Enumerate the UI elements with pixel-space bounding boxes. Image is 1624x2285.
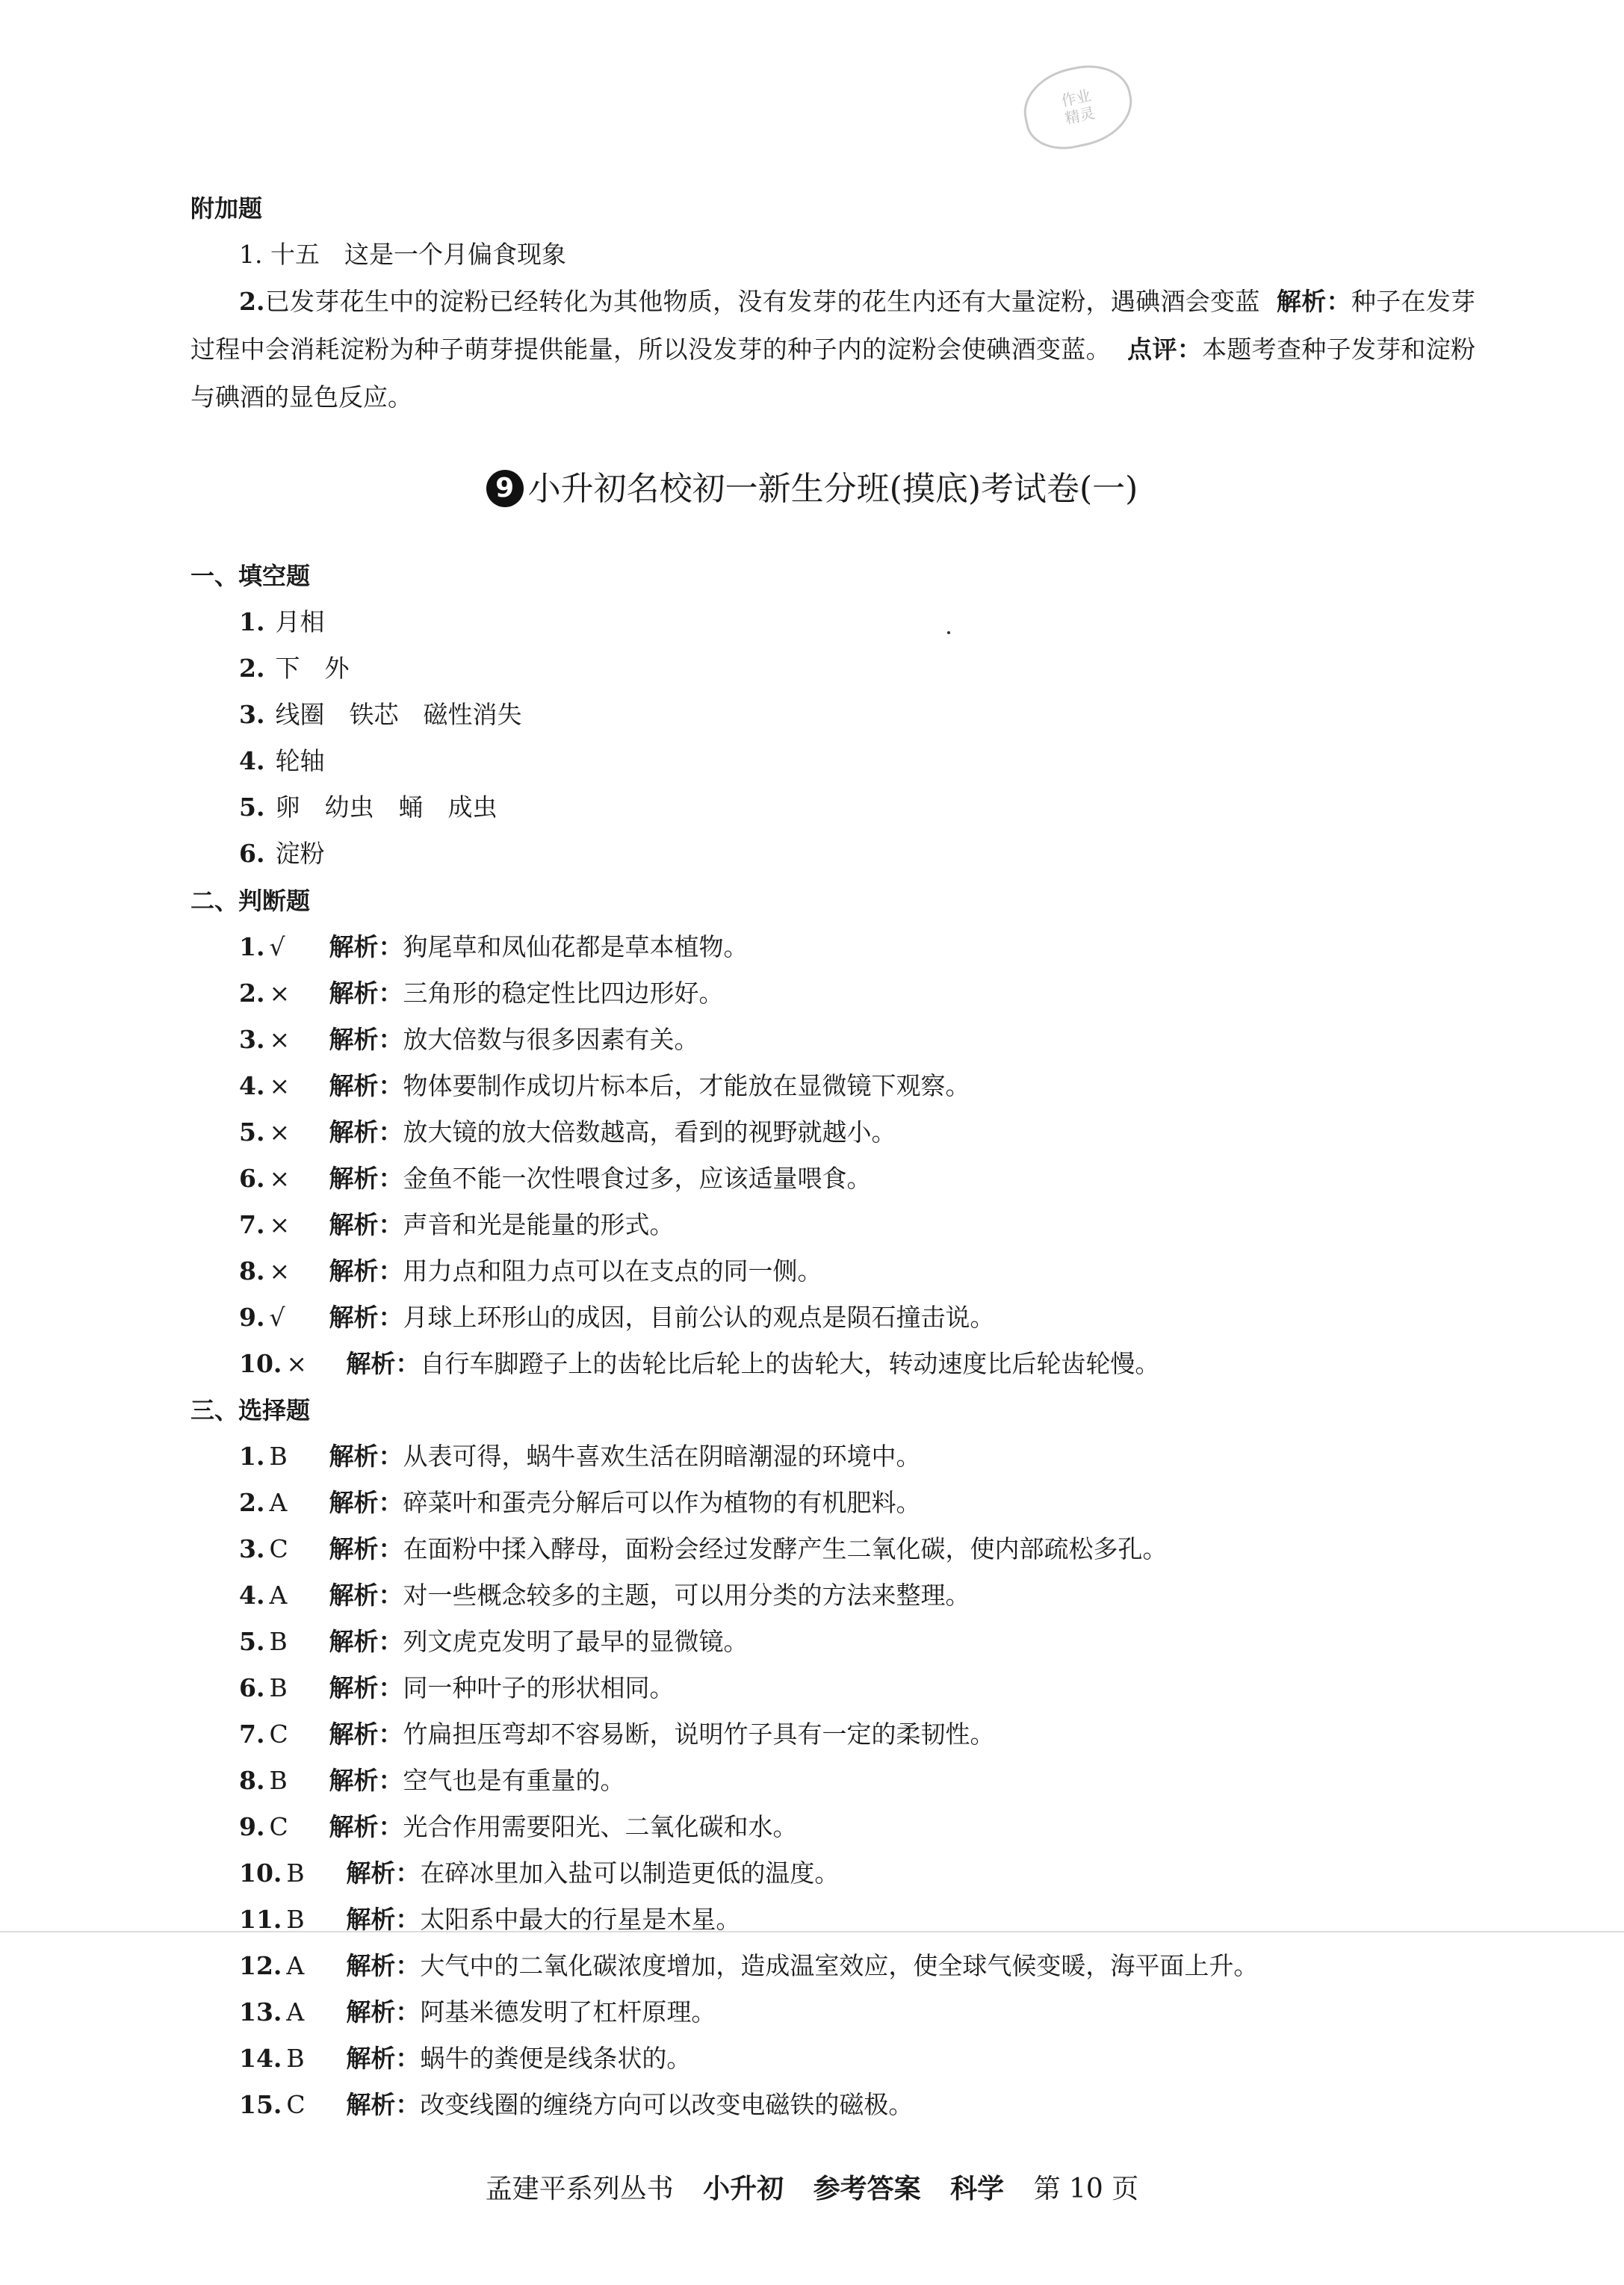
analysis-text: 三角形的稳定性比四边形好。 [403,979,724,1008]
analysis-text: 碎菜叶和蛋壳分解后可以作为植物的有机肥料。 [403,1488,921,1517]
judge-list [190,924,1475,1387]
item-number: 4. [239,1581,265,1610]
fill-list [190,599,1475,877]
item-number: 11. [239,1905,282,1934]
analysis-text: 自行车脚蹬子上的齿轮比后轮上的齿轮大，转动速度比后轮齿轮慢。 [420,1349,1160,1378]
item-number: 8. [239,1256,265,1286]
analysis-text: 竹扁担压弯却不容易断，说明竹子具有一定的柔韧性。 [403,1720,995,1749]
stamp-line-2: 精灵 [1063,103,1097,128]
extra-item-2 [190,278,1475,421]
item-answer: √ [269,932,285,961]
item-number: 1. [239,932,265,961]
fill-section [190,553,1475,877]
item-number: 3. [239,1025,265,1054]
choice-item [190,1989,1475,2036]
item-answer: A [286,1951,305,1980]
item-answer: × [269,1164,291,1193]
item-answer: 线圈 铁芯 磁性消失 [275,700,522,729]
choice-item [190,1480,1475,1526]
item-answer: A [269,1581,288,1610]
item-number: 2. [239,1488,265,1517]
item-number: 15. [239,2090,282,2119]
fill-heading: 一、填空题 [190,562,311,590]
judge-section [190,878,1475,1387]
choice-item [190,1897,1475,1943]
item-answer: × [269,1210,291,1239]
analysis-label: 解析： [329,1071,403,1100]
judge-item [190,1295,1475,1341]
item-number: 4. [239,1071,265,1100]
analysis-label: 解析： [329,1534,403,1563]
analysis-text: 物体要制作成切片标本后，才能放在显微镜下观察。 [403,1071,970,1100]
extra-item-2-num: 2. [239,287,265,316]
item-answer: × [269,979,291,1008]
choice-item [190,1526,1475,1572]
item-number: 1. [239,607,265,636]
page-footer [0,2166,1624,2212]
analysis-label: 解析： [329,932,403,961]
choice-item [190,2036,1475,2082]
stamp-line-1: 作业 [1059,86,1093,111]
analysis-label: 解析： [329,1581,403,1610]
extra-item-2-text: 已发芽花生中的淀粉已经转化为其他物质，没有发芽的花生内还有大量淀粉，遇碘酒会变蓝 [264,287,1260,316]
analysis-text: 蜗牛的粪便是线条状的。 [420,2044,692,2073]
item-number: 13. [239,1997,282,2027]
item-number: 3. [239,1534,265,1563]
analysis-text: 金鱼不能一次性喂食过多，应该适量喂食。 [403,1164,872,1193]
analysis-label: 解析： [329,1164,403,1193]
analysis-text: 太阳系中最大的行星是木星。 [420,1905,741,1934]
item-answer: × [269,1025,291,1054]
analysis-label: 解析： [329,1812,403,1841]
analysis-label: 解析： [329,1488,403,1517]
judge-item [190,1109,1475,1156]
item-number: 6. [239,1164,265,1193]
item-answer: √ [269,1303,285,1332]
judge-item [190,1017,1475,1063]
item-number: 4. [239,746,265,775]
judge-heading: 二、判断题 [190,887,311,915]
judge-item [190,1248,1475,1295]
analysis-text: 阿基米德发明了杠杆原理。 [420,1997,716,2027]
item-answer: C [269,1720,288,1749]
choice-list [190,1433,1475,2128]
item-answer: B [269,1673,288,1702]
footer-series: 孟建平系列丛书 [485,2174,674,2204]
extra-comment-label: 点评： [1126,335,1203,364]
extra-item-1: 1. 十五 这是一个月偏食现象 [239,240,566,269]
analysis-label: 解析： [329,1210,403,1239]
analysis-label: 解析： [346,1951,421,1980]
analysis-text: 同一种叶子的形状相同。 [403,1673,675,1702]
fill-item [190,692,1475,738]
item-answer: A [269,1488,288,1517]
item-answer: B [286,1905,305,1934]
item-number: 6. [239,839,265,868]
analysis-text: 放大镜的放大倍数越高，看到的视野就越小。 [403,1117,896,1147]
analysis-text: 改变线圈的缠绕方向可以改变电磁铁的磁极。 [420,2090,914,2119]
analysis-label: 解析： [346,1905,421,1934]
item-answer: × [269,1117,291,1147]
title-text: 小升初名校初一新生分班(摸底)考试卷(一) [527,470,1138,508]
footer-subject: 科学 [950,2173,1005,2204]
analysis-text: 光合作用需要阳光、二氧化碳和水。 [403,1812,798,1841]
judge-item [190,970,1475,1017]
scan-fold-line [0,1931,1624,1932]
analysis-text: 在碎冰里加入盐可以制造更低的温度。 [420,1858,840,1888]
exam-title [0,463,1624,515]
extra-comment-text: 本题考查种子发芽和淀粉与碘酒的显色反应。 [190,335,1476,412]
fill-item [190,831,1475,877]
choice-heading: 三、选择题 [190,1396,311,1424]
analysis-label: 解析： [329,1025,403,1054]
choice-item [190,1433,1475,1480]
item-number: 10. [239,1349,282,1378]
item-number: 3. [239,700,265,729]
extra-heading: 附加题 [190,194,263,223]
fill-item [190,738,1475,784]
item-answer: × [269,1071,291,1100]
item-answer: B [269,1442,288,1471]
analysis-text: 月球上环形山的成因，目前公认的观点是陨石撞击说。 [403,1303,995,1332]
analysis-text: 空气也是有重量的。 [403,1766,625,1795]
item-answer: × [286,1349,308,1378]
choice-item [190,1711,1475,1758]
choice-item [190,1572,1475,1619]
analysis-text: 声音和光是能量的形式。 [403,1210,675,1239]
analysis-label: 解析： [346,2044,421,2073]
item-number: 14. [239,2044,282,2073]
analysis-text: 在面粉中揉入酵母，面粉会经过发酵产生二氧化碳，使内部疏松多孔。 [403,1534,1168,1563]
fill-item [190,784,1475,831]
item-number: 7. [239,1720,265,1749]
analysis-text: 对一些概念较多的主题，可以用分类的方法来整理。 [403,1581,970,1610]
item-answer: 淀粉 [275,839,325,868]
choice-item [190,1619,1475,1665]
item-answer: × [269,1256,291,1286]
analysis-label: 解析： [346,1997,421,2027]
judge-item [190,1156,1475,1202]
analysis-label: 解析： [329,1256,403,1286]
fill-item [190,599,1475,645]
item-number: 2. [239,654,265,683]
analysis-text: 放大倍数与很多因素有关。 [403,1025,699,1054]
extra-analysis-label: 解析： [1276,287,1351,316]
item-answer: C [286,2090,306,2119]
extra-analysis-text: 种子在发芽过程中会消耗淀粉为种子萌芽提供能量，所以没发芽的种子内的淀粉会使碘酒变蓝。 [190,287,1475,364]
analysis-label: 解析： [329,979,403,1008]
analysis-text: 从表可得，蜗牛喜欢生活在阴暗潮湿的环境中。 [403,1442,921,1471]
choice-item [190,1758,1475,1804]
item-answer: A [286,1997,305,2027]
choice-item [190,1850,1475,1897]
item-number: 5. [239,1627,265,1656]
analysis-label: 解析： [329,1720,403,1749]
judge-item [190,1202,1475,1248]
judge-item [190,1063,1475,1109]
item-answer: C [269,1534,288,1563]
analysis-label: 解析： [329,1673,403,1702]
item-number: 8. [239,1766,265,1795]
item-answer: B [269,1766,288,1795]
item-answer: C [269,1812,288,1841]
item-answer: B [269,1627,288,1656]
extra-section [190,185,1475,421]
choice-item [190,1665,1475,1711]
analysis-label: 解析： [329,1442,403,1471]
item-number: 5. [239,793,265,822]
item-number: 5. [239,1117,265,1147]
footer-page: 第 10 页 [1033,2174,1139,2204]
item-answer: 下 外 [275,654,350,683]
item-answer: 卵 幼虫 蛹 成虫 [275,793,498,822]
footer-level: 小升初 [703,2173,784,2204]
analysis-text: 用力点和阻力点可以在支点的同一侧。 [403,1256,822,1286]
item-number: 6. [239,1673,265,1702]
item-answer: B [286,2044,305,2073]
choice-section [190,1387,1475,2128]
item-answer: 月相 [275,607,325,636]
item-number: 1. [239,1442,265,1471]
analysis-text: 狗尾草和凤仙花都是草本植物。 [403,932,749,961]
footer-kind: 参考答案 [813,2173,921,2204]
item-number: 9. [239,1303,265,1332]
item-answer: B [286,1858,305,1888]
analysis-text: 大气中的二氧化碳浓度增加，造成温室效应，使全球气候变暖，海平面上升。 [420,1951,1259,1980]
item-answer: 轮轴 [275,746,325,775]
analysis-label: 解析： [329,1117,403,1147]
item-number: 2. [239,979,265,1008]
analysis-label: 解析： [346,2090,421,2119]
item-number: 7. [239,1210,265,1239]
item-number: 10. [239,1858,282,1888]
judge-item [190,924,1475,970]
choice-item [190,2082,1475,2128]
item-number: 12. [239,1951,282,1980]
analysis-label: 解析： [329,1303,403,1332]
analysis-text: 列文虎克发明了最早的显微镜。 [403,1627,749,1656]
choice-item [190,1943,1475,1989]
stamp-watermark [1017,57,1140,157]
analysis-label: 解析： [329,1627,403,1656]
analysis-label: 解析： [329,1766,403,1795]
analysis-label: 解析： [346,1858,421,1888]
judge-item [190,1341,1475,1387]
choice-item [190,1804,1475,1850]
analysis-label: 解析： [346,1349,421,1378]
title-number-badge: 9 [486,470,524,507]
fill-item [190,645,1475,692]
item-number: 9. [239,1812,265,1841]
